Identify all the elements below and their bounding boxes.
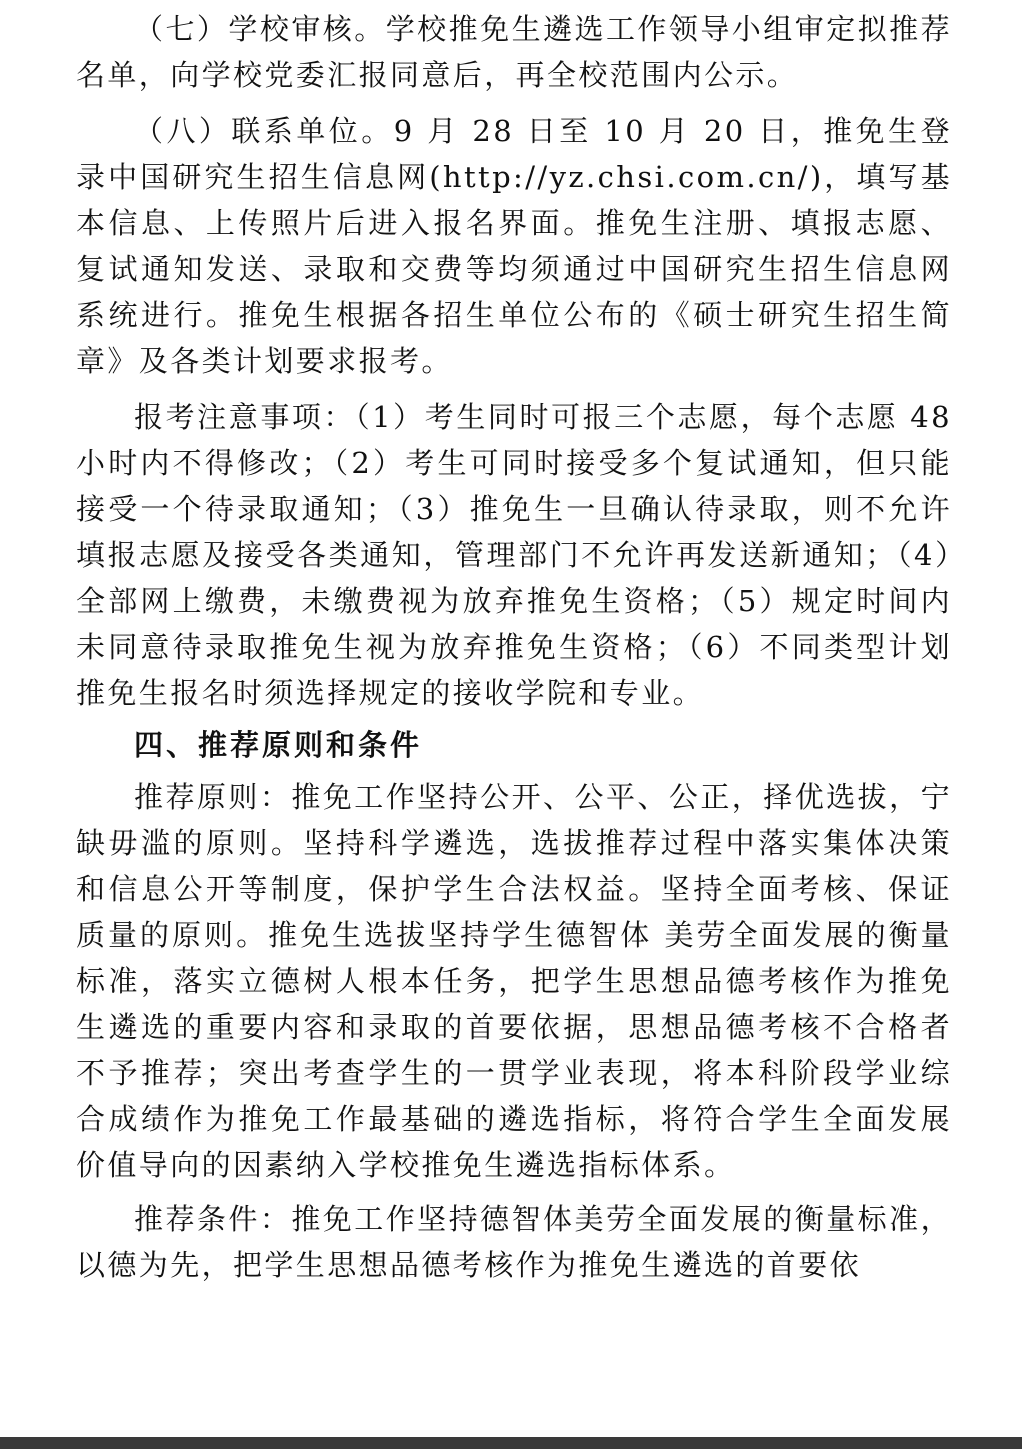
viewer-bottom-bar bbox=[0, 1437, 1022, 1449]
paragraph-application-notes: 报考注意事项：（1）考生同时可报三个志愿，每个志愿 48 小时内不得修改；（2）考生可同时接受多个复试通知，但只能接受一个待录取通知；（3）推免生一旦确认待录取，则不允许填报志愿及接受各类通知，管理部门不允许再发送新通知；（4）全部网上缴费，未缴费视为放弃推免生资格；（5）规定时间内未同意待录取推免生视为放弃推免生资格；（6）不同类型计划推免生报名时须选择规定的接收学院和专业。 bbox=[76, 400, 952, 710]
document-body bbox=[76, 6, 952, 1288]
paragraph-school-review: （七）学校审核。学校推免生遴选工作领导小组审定拟推荐名单，向学校党委汇报同意后，再全校范围内公示。 bbox=[76, 12, 952, 92]
paragraph-contact-unit: （八）联系单位。9 月 28 日至 10 月 20 日，推免生登录中国研究生招生信息网(http://yz.chsi.com.cn/)，填写基本信息、上传照片后进入报名界面。推免生注册、填报志愿、复试通知发送、录取和交费等均须通过中国研究生招生信息网系统进行。推免生根据各招生单位公布的《硕士研究生招生简章》及各类计划要求报考。 bbox=[76, 114, 952, 378]
section-heading: 四、推荐原则和条件 bbox=[134, 728, 423, 762]
paragraph-recommendation-principles: 推荐原则：推免工作坚持公开、公平、公正，择优选拔，宁缺毋滥的原则。坚持科学遴选，选拔推荐过程中落实集体决策和信息公开等制度，保护学生合法权益。坚持全面考核、保证质量的原则。推免生选拔坚持学生德智体 美劳全面发展的衡量标准，落实立德树人根本任务，把学生思想品德考核作为推免生遴选的重要内容和录取的首要依据，思想品德考核不合格者不予推荐；突出考查学生的一贯学业表现，将本科阶段学业综合成绩作为推免工作最基础的遴选指标，将符合学生全面发展价值导向的因素纳入学校推免生遴选指标体系。 bbox=[76, 780, 952, 1182]
paragraph-recommendation-conditions: 推荐条件：推免工作坚持德智体美劳全面发展的衡量标准，以德为先，把学生思想品德考核作为推免生遴选的首要依 bbox=[76, 1202, 952, 1282]
